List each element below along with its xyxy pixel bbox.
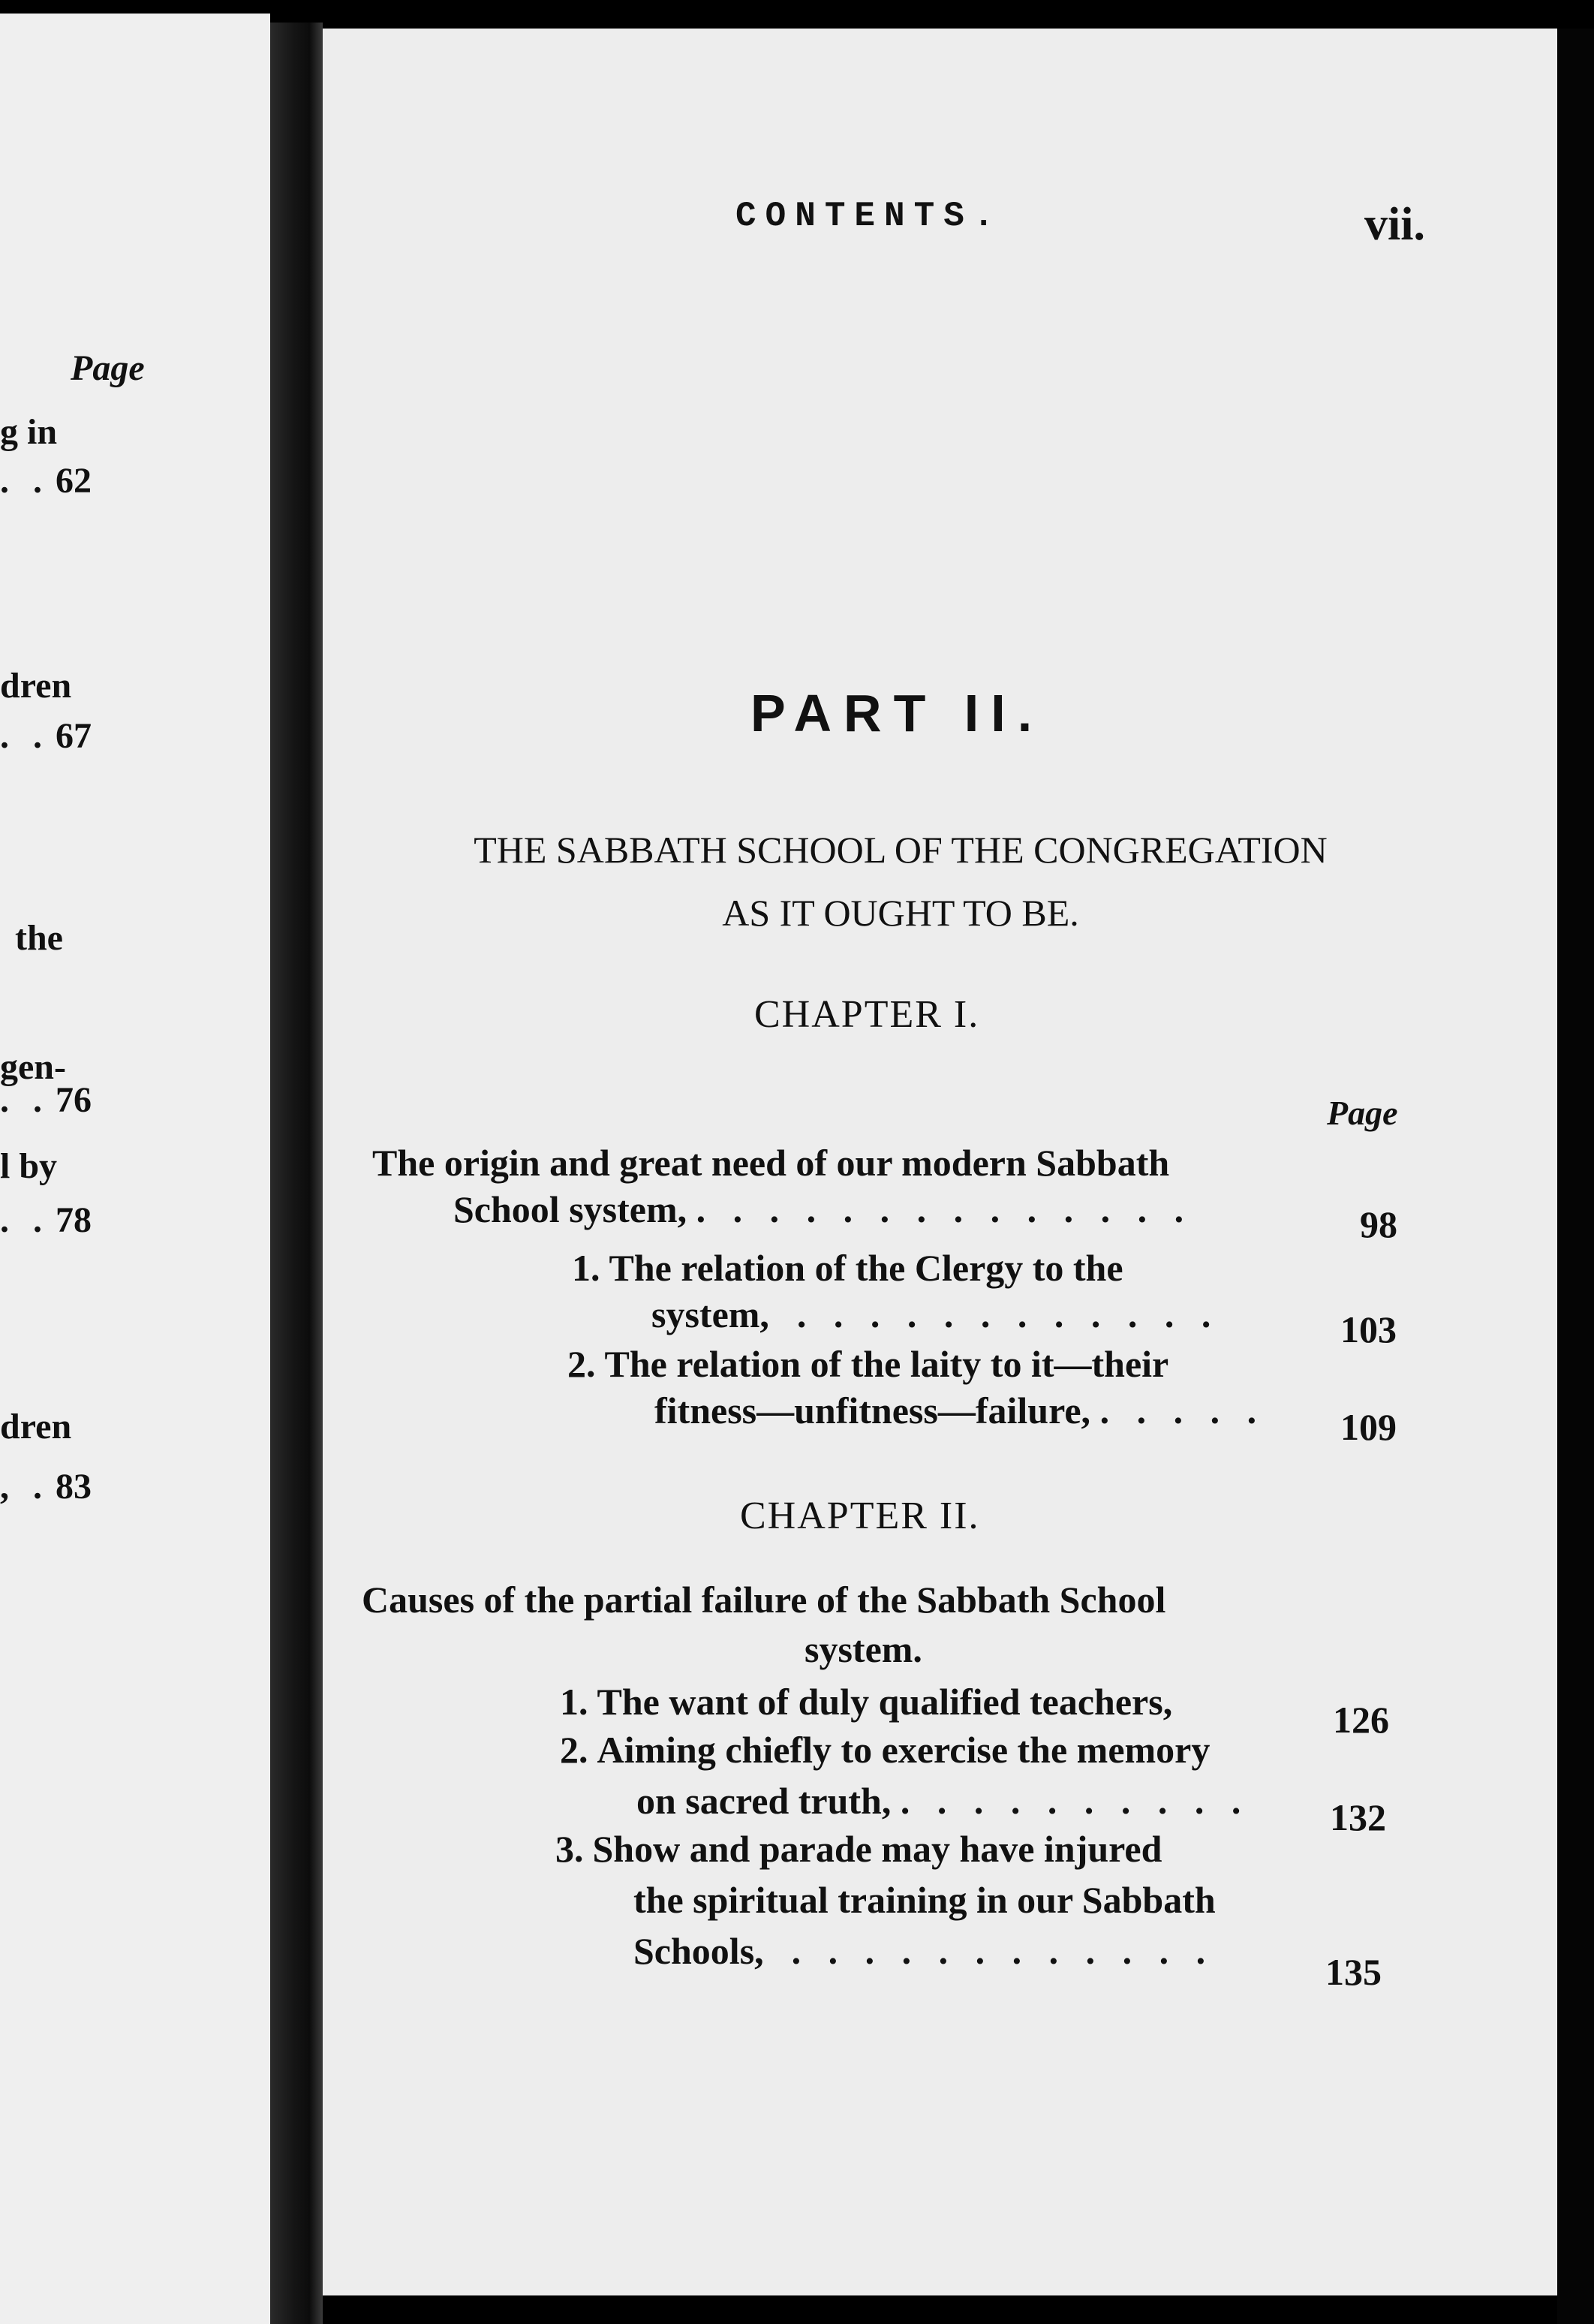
facing-page <box>0 14 270 2324</box>
toc-item-cont: the spiritual training in our Sabbath <box>633 1879 1216 1921</box>
chapter-title-cont: School system, . . . . . . . . . . . . . . <box>453 1188 1193 1230</box>
page-number: 98 <box>1360 1203 1397 1245</box>
chapter-heading: CHAPTER I. <box>754 993 980 1036</box>
toc-item-cont: on sacred truth, . . . . . . . . . . <box>636 1780 1250 1822</box>
page-folio: vii. <box>1364 199 1425 250</box>
left-fragment-page: . . 62 <box>0 461 92 501</box>
book-spine <box>270 23 323 2324</box>
page-number: 135 <box>1325 1951 1382 1993</box>
toc-item-cont: system, . . . . . . . . . . . . <box>651 1293 1220 1335</box>
page-number: 132 <box>1330 1796 1386 1838</box>
chapter-heading: CHAPTER II. <box>740 1495 980 1537</box>
scan-edge <box>1557 29 1594 2324</box>
left-fragment-page: . . 76 <box>0 1080 92 1120</box>
chapter-title: Causes of the partial failure of the Sabbath School <box>362 1579 1166 1621</box>
toc-item-cont: Schools, . . . . . . . . . . . . <box>633 1930 1215 1972</box>
toc-item: 2. Aiming chiefly to exercise the memory <box>560 1729 1211 1771</box>
left-fragment-page: . . 67 <box>0 716 92 756</box>
section-title-line: THE SABBATH SCHOOL OF THE CONGREGATION <box>474 829 1328 871</box>
left-fragment: l by <box>0 1146 58 1186</box>
page-number: 126 <box>1333 1699 1389 1741</box>
chapter-title: The origin and great need of our modern Sabbath <box>372 1142 1170 1184</box>
toc-item: 1. The want of duly qualified teachers, <box>560 1681 1173 1723</box>
section-title-line: AS IT OUGHT TO BE. <box>722 892 1079 934</box>
left-fragment-page: . . 78 <box>0 1200 92 1240</box>
left-fragment: dren <box>0 666 72 706</box>
page-number: 109 <box>1340 1406 1397 1448</box>
running-title: CONTENTS. <box>735 197 1003 236</box>
page-number: 103 <box>1340 1308 1397 1350</box>
toc-item: 3. Show and parade may have injured <box>555 1828 1162 1870</box>
left-fragment: dren <box>0 1407 72 1446</box>
left-fragment: the <box>15 918 63 958</box>
left-fragment: gen- <box>0 1047 66 1087</box>
left-fragment-page: , . 83 <box>0 1467 92 1507</box>
left-fragment: g in <box>0 412 58 452</box>
part-heading: PART II. <box>750 684 1045 742</box>
toc-item: 1. The relation of the Clergy to the <box>572 1247 1123 1289</box>
section-title <box>375 818 1426 944</box>
toc-item-cont: fitness—unfitness—failure, . . . . . <box>654 1389 1266 1431</box>
chapter-title-cont: system. <box>805 1628 922 1670</box>
left-page-header: Page <box>71 348 145 388</box>
toc-item: 2. The relation of the laity to it—their <box>567 1343 1169 1385</box>
page-column-header: Page <box>1327 1094 1398 1132</box>
